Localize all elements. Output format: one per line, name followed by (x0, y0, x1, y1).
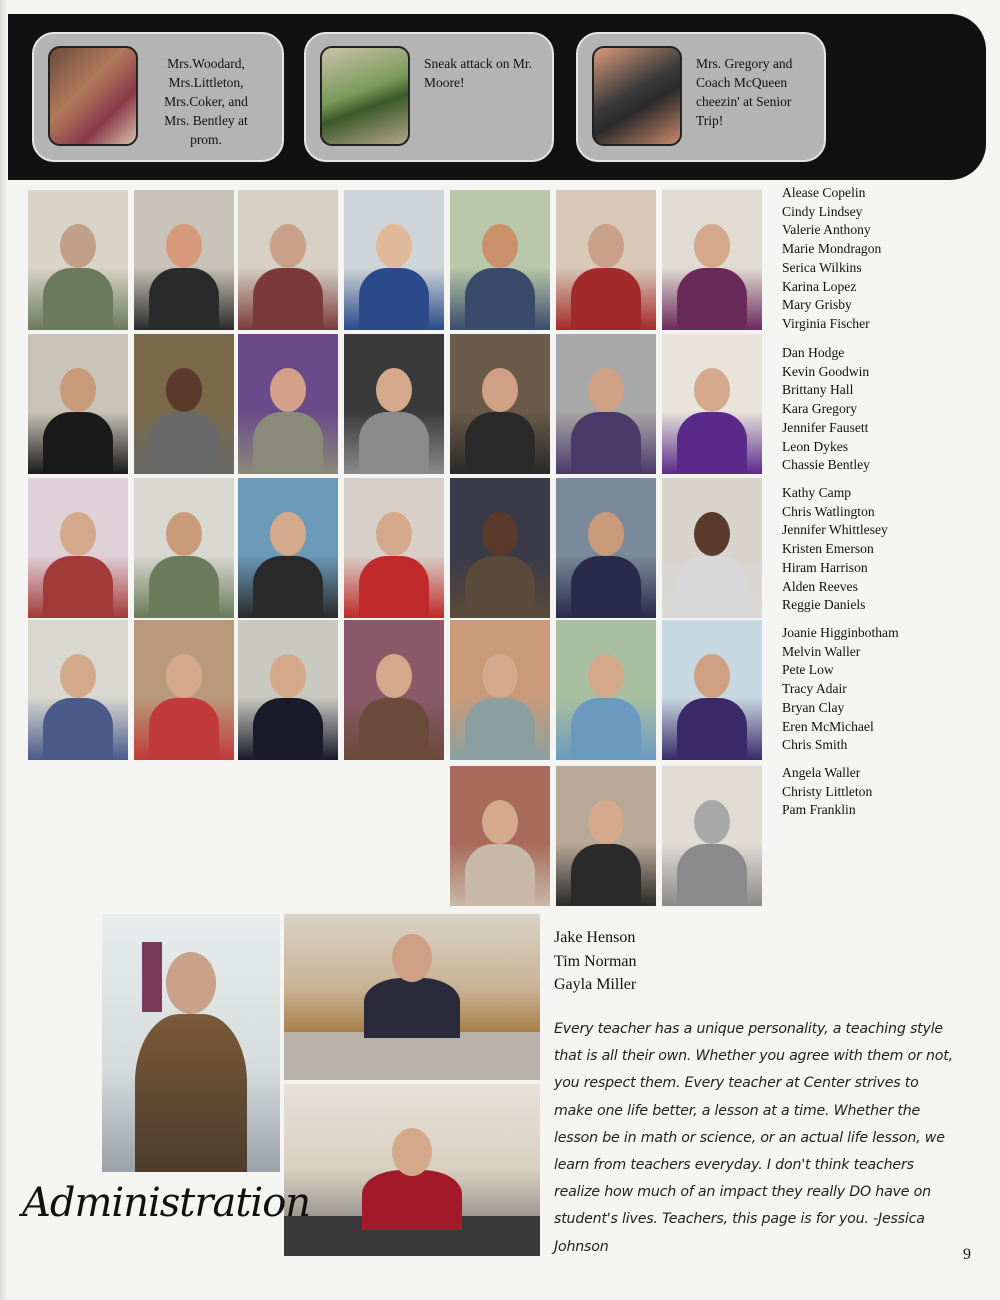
names-row-5 (782, 764, 872, 820)
admin-names (554, 926, 637, 997)
faculty-name: Cindy Lindsey (782, 203, 863, 219)
names-row-1 (782, 184, 881, 334)
faculty-name: Dan Hodge (782, 345, 845, 360)
names-row-4 (782, 624, 899, 755)
faculty-name: Reggie Daniels (782, 597, 866, 613)
faculty-photo (238, 478, 338, 618)
faculty-name: Kristen Emerson (782, 541, 874, 557)
faculty-name: Leon Dykes (782, 438, 849, 454)
faculty-name: Karina Lopez (782, 278, 857, 294)
faculty-photo (238, 334, 338, 474)
faculty-photo (450, 766, 550, 906)
faculty-name: Mary Grisby (782, 297, 852, 313)
admin-photo-henson (102, 914, 280, 1172)
admin-photo-norman (284, 914, 540, 1080)
faculty-photo (662, 190, 762, 330)
admin-name: Tim Norman (554, 952, 637, 970)
page-binding-shadow (0, 0, 8, 1300)
caption-box-prom (32, 32, 284, 162)
faculty-name: Eren McMichael (782, 718, 874, 734)
faculty-photo (450, 478, 550, 618)
faculty-name: Kathy Camp (782, 485, 852, 500)
faculty-photo (450, 190, 550, 330)
faculty-photo (28, 620, 128, 760)
faculty-name: Chris Smith (782, 737, 848, 753)
faculty-name: Pete Low (782, 662, 834, 678)
faculty-photo (556, 766, 656, 906)
faculty-photo (450, 334, 550, 474)
faculty-name: Chris Watlington (782, 503, 875, 519)
administration-title: Administration (22, 1180, 311, 1226)
faculty-name: Pam Franklin (782, 802, 856, 818)
names-row-2 (782, 344, 870, 475)
faculty-name: Christy Littleton (782, 783, 873, 799)
faculty-photo (556, 478, 656, 618)
teacher-quote: Every teacher has a unique personality, a teaching style that is all their own. Whether you agree with them or not, you respect them. Every teacher at Center strives to make one life better, a lesson at a time. Whether the lesson be in math or science, or an actual life lesson, we learn from teachers everyday. I don't think teachers realize how much of an impact they really DO have on student's lives. Teachers, this page is for you. -Jessica Johnson (554, 1021, 953, 1255)
faculty-photo (662, 334, 762, 474)
admin-name: Jake Henson (554, 929, 636, 946)
group-photo-icon (48, 46, 138, 146)
caption-text: Mrs.Woodard, Mrs.Littleton, Mrs.Coker, and Mrs. Bentley at prom. (164, 56, 248, 147)
admin-name: Gayla Miller (554, 976, 637, 993)
faculty-photo (344, 334, 444, 474)
faculty-photo (662, 766, 762, 906)
faculty-name: Jennifer Fausett (782, 419, 869, 435)
faculty-name: Tracy Adair (782, 681, 847, 697)
faculty-photo (134, 334, 234, 474)
page-number: 9 (963, 1246, 971, 1263)
faculty-name: Bryan Clay (782, 699, 845, 715)
faculty-name: Chassie Bentley (782, 457, 870, 473)
faculty-photo (28, 190, 128, 330)
faculty-photo (556, 190, 656, 330)
faculty-name: Melvin Waller (782, 643, 861, 659)
faculty-photo (450, 620, 550, 760)
caption-text: Mrs. Gregory and Coach McQueen cheezin' at Senior Trip! (696, 56, 793, 128)
faculty-photo (28, 334, 128, 474)
faculty-name: Brittany Hall (782, 382, 854, 398)
faculty-photo (556, 620, 656, 760)
admin-photo-miller (284, 1084, 540, 1256)
names-row-3 (782, 484, 888, 615)
faculty-name: Alease Copelin (782, 185, 866, 200)
faculty-photo (662, 478, 762, 618)
faculty-photo (344, 620, 444, 760)
caption-box-moore (304, 32, 554, 162)
desk-photo-icon (320, 46, 410, 146)
faculty-photo (134, 190, 234, 330)
faculty-name: Kara Gregory (782, 401, 858, 417)
faculty-name: Joanie Higginbotham (782, 625, 899, 640)
caption-box-senior-trip (576, 32, 826, 162)
faculty-name: Hiram Harrison (782, 559, 868, 575)
faculty-name: Marie Mondragon (782, 241, 882, 257)
faculty-photo (238, 190, 338, 330)
faculty-name: Alden Reeves (782, 578, 858, 594)
faculty-photo (344, 190, 444, 330)
selfie-photo-icon (592, 46, 682, 146)
faculty-photo (238, 620, 338, 760)
faculty-photo (344, 478, 444, 618)
faculty-name: Jennifer Whittlesey (782, 522, 888, 538)
faculty-name: Virginia Fischer (782, 315, 870, 331)
faculty-name: Valerie Anthony (782, 222, 871, 238)
faculty-name: Serica Wilkins (782, 259, 862, 275)
faculty-name: Angela Waller (782, 765, 861, 780)
faculty-photo (662, 620, 762, 760)
faculty-photo (134, 620, 234, 760)
faculty-photo (556, 334, 656, 474)
caption-text: Sneak attack on Mr. Moore! (424, 56, 532, 90)
faculty-photo (134, 478, 234, 618)
faculty-name: Kevin Goodwin (782, 363, 870, 379)
faculty-photo (28, 478, 128, 618)
